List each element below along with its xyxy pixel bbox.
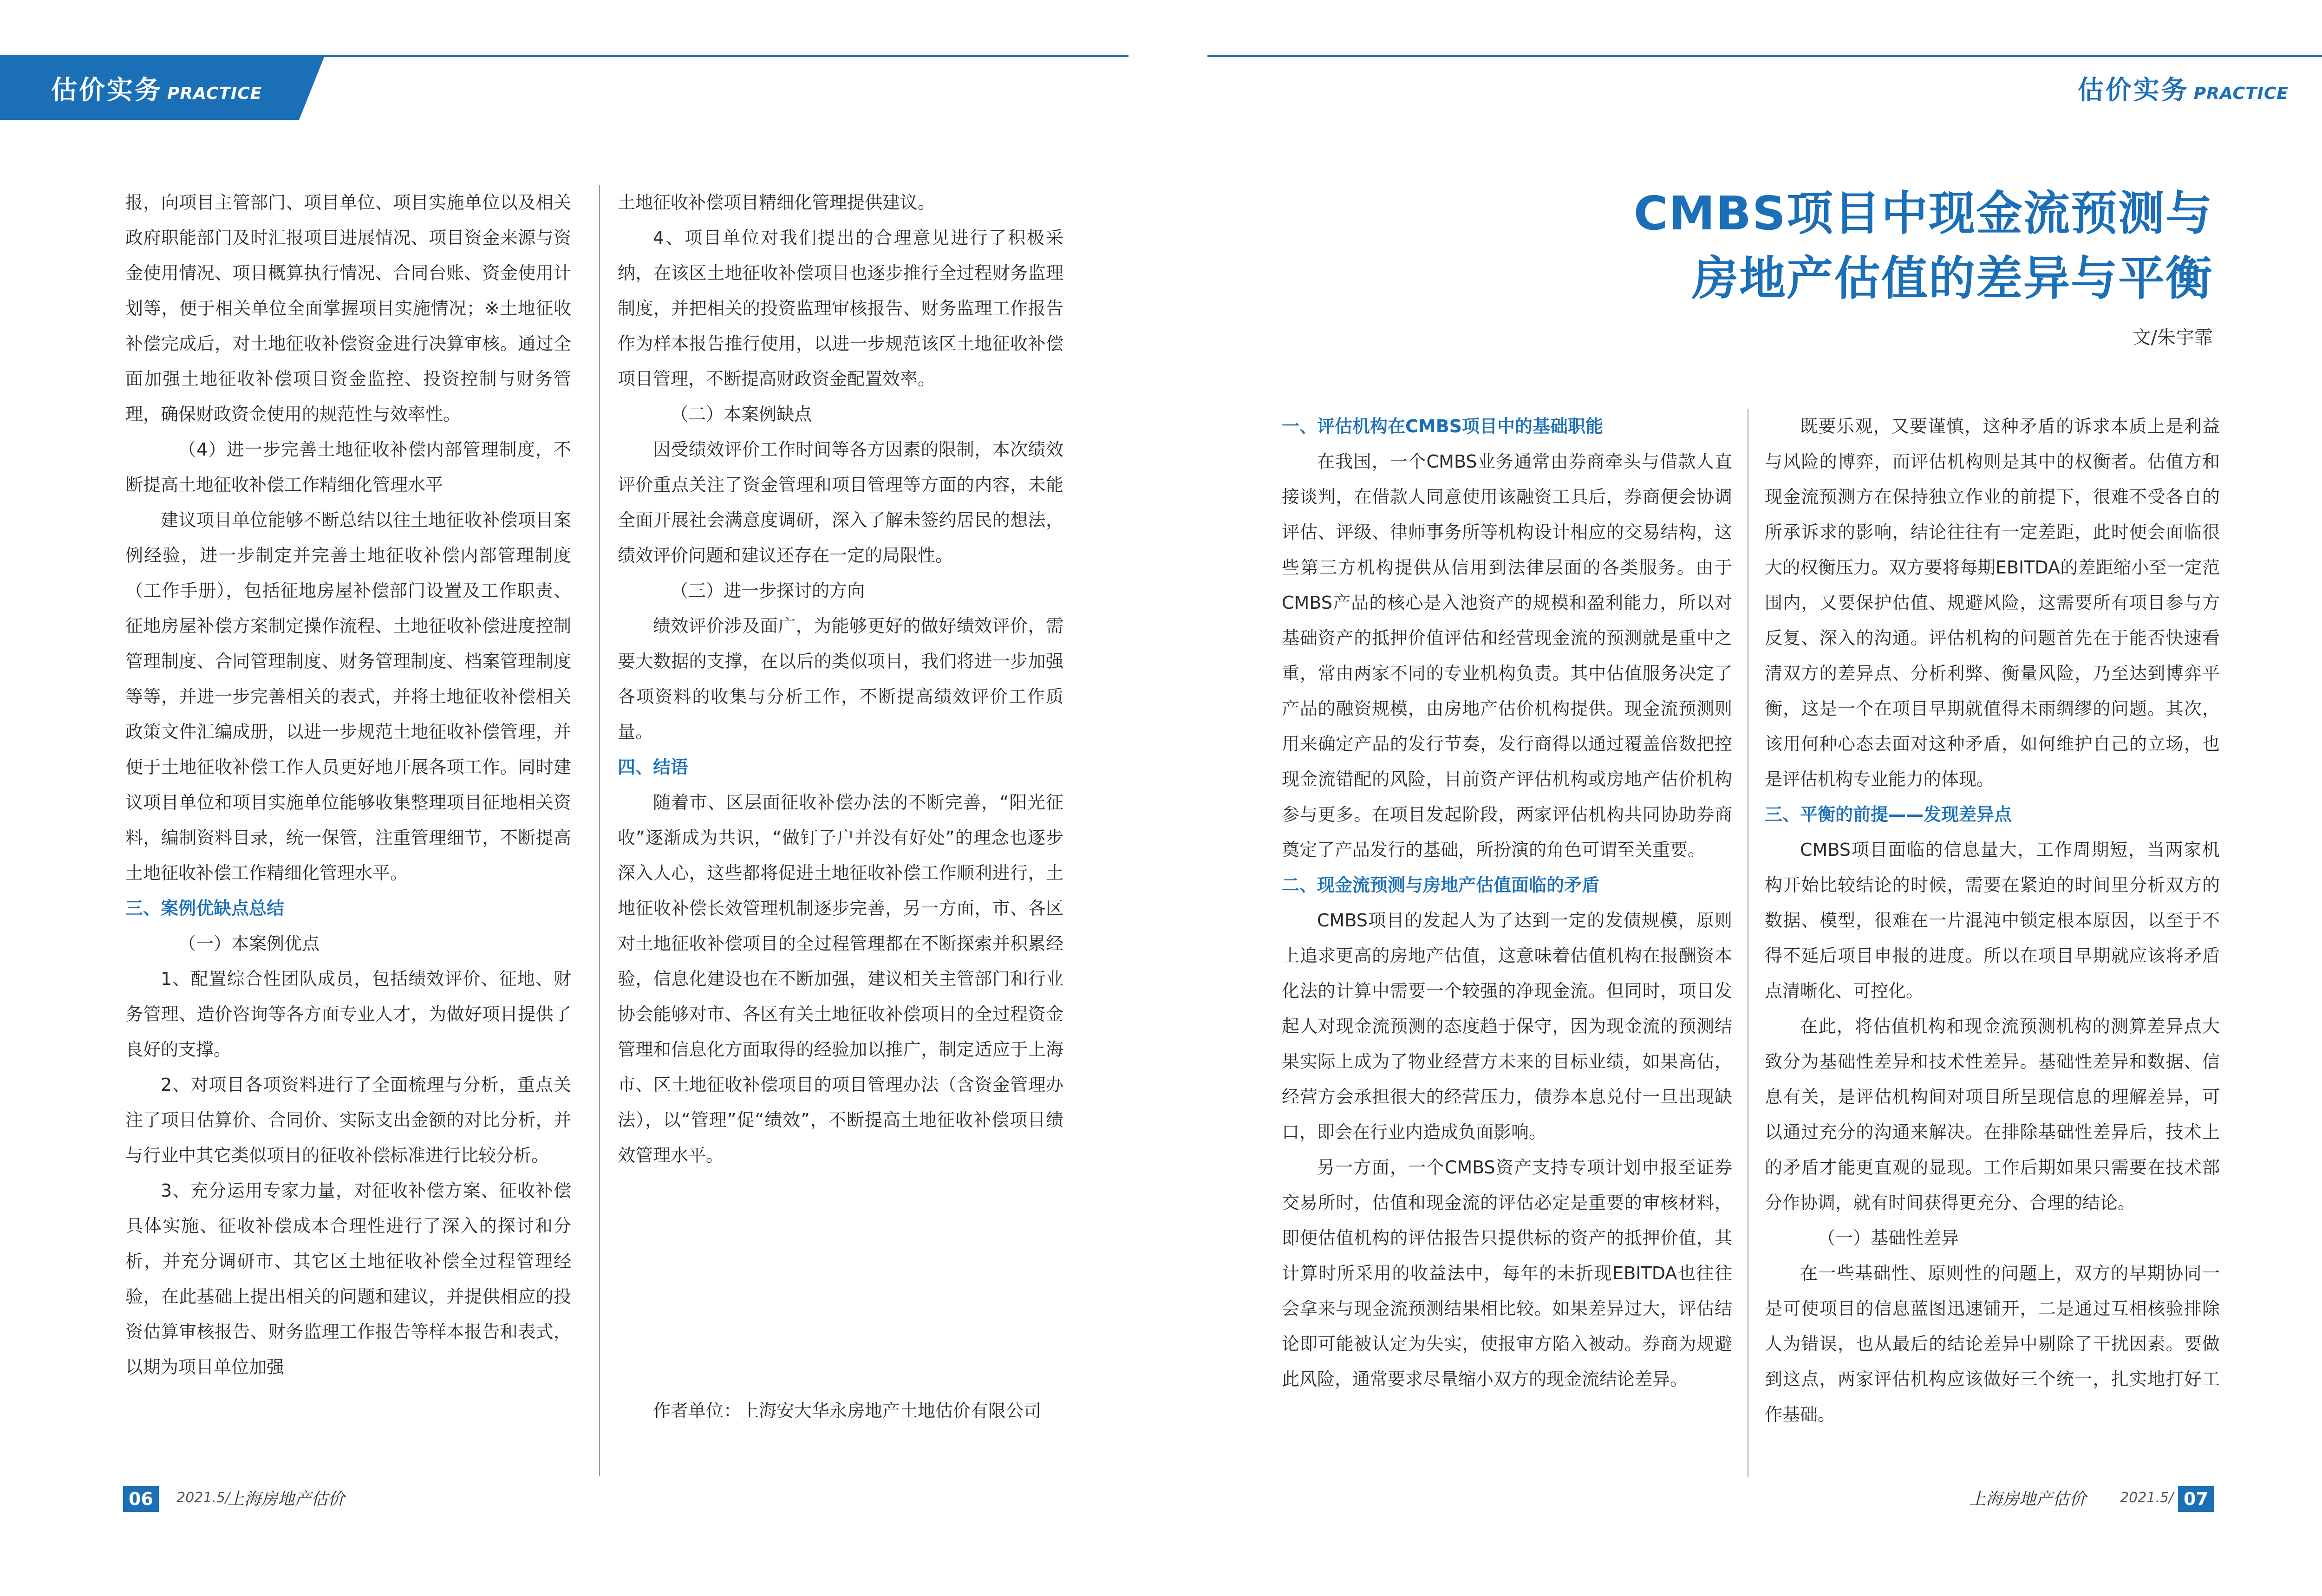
author-unit: 作者单位：上海安大华永房地产土地估价有限公司 xyxy=(653,1401,1042,1421)
body-paragraph: 3、充分运用专家力量，对征收补偿方案、征收补偿具体实施、征收补偿成本合理性进行了深入的探讨和分析，并充分调研市、其它区土地征收补偿全过程管理经验，在此基础上提出相关的问题和建议，并提供相应的投资估算审核报告、财务监理工作报告等样本报告和表式，以期为项目单位加强 xyxy=(125,1180,571,1377)
body-paragraph: CMBS项目的发起人为了达到一定的发债规模，原则上追求更高的房地产估值，这意味着估值机构在报酬资本化法的计算中需要一个较强的净现金流。但同时，项目发起人对现金流预测的态度趋于保守，因为现金流的预测结果实际上成为了物业经营方未来的目标业绩，如果高估，经营方会承担很大的经营压力，债券本息兑付一旦出现缺口，即会在行业内造成负面影响。 xyxy=(1282,910,1732,1142)
magazine-brand-left: 上海房地产估价 xyxy=(228,1490,345,1509)
section-label-left xyxy=(51,70,262,107)
body-paragraph: 因受绩效评价工作时间等各方因素的限制，本次绩效评价重点关注了资金管理和项目管理等方面的内容，未能全面开展社会满意度调研，深入了解未签约居民的想法，绩效评价问题和建议还存在一定的局限性。 xyxy=(618,439,1063,566)
subheading: （三）进一步探讨的方向 xyxy=(671,580,865,601)
body-paragraph: 土地征收补偿项目精细化管理提供建议。 xyxy=(618,192,936,213)
section-heading: 四、结语 xyxy=(618,757,689,777)
article-title xyxy=(1634,181,2213,311)
top-rule-right xyxy=(1207,55,2322,57)
subheading: （二）本案例缺点 xyxy=(671,404,812,424)
section-label-en: PRACTICE xyxy=(167,84,262,103)
body-paragraph: 2、对项目各项资料进行了全面梳理与分析，重点关注了项目估算价、合同价、实际支出金额的对比分析，并与行业中其它类似项目的征收补偿标准进行比较分析。 xyxy=(125,1075,571,1166)
body-paragraph: 另一方面，一个CMBS资产支持专项计划申报至证券交易所时，估值和现金流的评估必定是重要的审核材料，即便估值机构的评估报告只提供标的资产的抵押价值，其计算时所采用的收益法中，每年的未折现EBITDA也往往会拿来与现金流预测结果相比较。如果差异过大，评估结论即可能被认定为失实，使报审方陷入被动。券商为规避此风险，通常要求尽量缩小双方的现金流结论差异。 xyxy=(1282,1157,1732,1389)
issue-date-right: 2021.5/ xyxy=(2120,1490,2174,1506)
page-number-left: 06 xyxy=(123,1486,159,1512)
section-label-cn: 估价实务 xyxy=(2077,75,2189,105)
body-paragraph: 报，向项目主管部门、项目单位、项目实施单位以及相关政府职能部门及时汇报项目进展情况、项目资金来源与资金使用情况、项目概算执行情况、合同台账、资金使用计划等，便于相关单位全面掌握项目实施情况；※土地征收补偿完成后，对土地征收补偿资金进行决算审核。通过全面加强土地征收补偿项目资金监控、投资控制与财务管理，确保财政资金使用的规范性与效率性。 xyxy=(125,192,571,424)
section-label-en: PRACTICE xyxy=(2193,84,2289,103)
right-page-column-1 xyxy=(1282,409,1732,1477)
section-label-right xyxy=(2078,70,2289,107)
issue-date-left: 2021.5/ xyxy=(176,1490,230,1506)
body-paragraph: 1、配置综合性团队成员，包括绩效评价、征地、财务管理、造价咨询等各方面专业人才，为做好项目提供了良好的支撑。 xyxy=(125,969,571,1060)
body-paragraph: 在我国，一个CMBS业务通常由券商牵头与借款人直接谈判，在借款人同意使用该融资工具后，券商便会协调评估、评级、律师事务所等机构设计相应的交易结构，这些第三方机构提供从信用到法律层面的各类服务。由于CMBS产品的核心是入池资产的规模和盈利能力，所以对基础资产的抵押价值评估和经营现金流的预测就是重中之重，常由两家不同的专业机构负责。其中估值服务决定了产品的融资规模，由房地产估价机构提供。现金流预测则用来确定产品的发行节奏，发行商得以通过覆盖倍数把控现金流错配的风险，目前资产评估机构或房地产估价机构参与更多。在项目发起阶段，两家评估机构共同协助券商奠定了产品发行的基础，所扮演的角色可谓至关重要。 xyxy=(1282,451,1732,860)
article-title-line-1: CMBS项目中现金流预测与 xyxy=(1633,186,2213,241)
body-paragraph: 在一些基础性、原则性的问题上，双方的早期协同一是可使项目的信息蓝图迅速铺开，二是通过互相核验排除人为错误，也从最后的结论差异中剔除了干扰因素。要做到这点，两家评估机构应该做好三个统一，扎实地打好工作基础。 xyxy=(1765,1263,2220,1425)
body-paragraph: 4、项目单位对我们提出的合理意见进行了积极采纳，在该区土地征收补偿项目也逐步推行全过程财务监理制度，并把相关的投资监理审核报告、财务监理工作报告作为样本报告推行使用，以进一步规范该区土地征收补偿项目管理，不断提高财政资金配置效率。 xyxy=(618,228,1063,389)
section-heading: 二、现金流预测与房地产估值面临的矛盾 xyxy=(1282,875,1600,895)
magazine-brand-right: 上海房地产估价 xyxy=(1969,1490,2087,1509)
left-page-column-2 xyxy=(618,185,1063,1476)
body-paragraph: 随着市、区层面征收补偿办法的不断完善，“阳光征收”逐渐成为共识，“做钉子户并没有好处”的理念也逐步深入人心，这些都将促进土地征收补偿工作顺利进行，土地征收补偿长效管理机制逐步完善，另一方面，市、各区对土地征收补偿项目的全过程管理都在不断探索并积累经验，信息化建设也在不断加强，建议相关主管部门和行业协会能够对市、各区有关土地征收补偿项目的全过程资金管理和信息化方面取得的经验加以推广，制定适应于上海市、区土地征收补偿项目的项目管理办法（含资金管理办法），以“管理”促“绩效”，不断提高土地征收补偿项目绩效管理水平。 xyxy=(618,792,1063,1166)
section-heading: 三、平衡的前提——发现差异点 xyxy=(1765,804,2012,825)
subheading: （一）基础性差异 xyxy=(1818,1228,1959,1248)
section-heading: 一、评估机构在CMBS项目中的基础职能 xyxy=(1282,416,1604,436)
body-paragraph: 既要乐观，又要谨慎，这种矛盾的诉求本质上是利益与风险的博弈，而评估机构则是其中的权衡者。估值方和现金流预测方在保持独立作业的前提下，很难不受各自的所承诉求的影响，结论往往有一定差距，此时便会面临很大的权衡压力。双方要将每期EBITDA的差距缩小至一定范围内，又要保护估值、规避风险，这需要所有项目参与方反复、深入的沟通。评估机构的问题首先在于能否快速看清双方的差异点、分析利弊、衡量风险，乃至达到博弈平衡，这是一个在项目早期就值得未雨绸缪的问题。其次，该用何种心态去面对这种矛盾，如何维护自己的立场，也是评估机构专业能力的体现。 xyxy=(1765,416,2220,789)
body-paragraph: CMBS项目面临的信息量大，工作周期短，当两家机构开始比较结论的时候，需要在紧迫的时间里分析双方的数据、模型，很难在一片混沌中锁定根本原因，以至于不得不延后项目申报的进度。所以在项目早期就应该将矛盾点清晰化、可控化。 xyxy=(1765,840,2220,1001)
left-page-column-1 xyxy=(125,185,571,1476)
subheading: （一）本案例优点 xyxy=(178,933,320,954)
page-number-right: 07 xyxy=(2178,1486,2214,1512)
article-byline: 文/朱宇霏 xyxy=(2132,327,2213,348)
body-paragraph: 绩效评价涉及面广，为能够更好的做好绩效评价，需要大数据的支撑，在以后的类似项目，我们将进一步加强各项资料的收集与分析工作，不断提高绩效评价工作质量。 xyxy=(618,616,1063,742)
body-paragraph: 在此，将估值机构和现金流预测机构的测算差异点大致分为基础性差异和技术性差异。基础性差异和数据、信息有关，是评估机构间对项目所呈现信息的理解差异，可以通过充分的沟通来解决。在排除基础性差异后，技术上的矛盾才能更直观的显现。工作后期如果只需要在技术部分作协调，就有时间获得更充分、合理的结论。 xyxy=(1765,1016,2220,1213)
right-page-column-2 xyxy=(1765,409,2220,1477)
section-heading: 三、案例优缺点总结 xyxy=(125,898,285,919)
subheading: （4）进一步完善土地征收补偿内部管理制度，不断提高土地征收补偿工作精细化管理水平 xyxy=(125,439,571,495)
section-label-cn: 估价实务 xyxy=(51,75,163,105)
article-title-line-2: 房地产估值的差异与平衡 xyxy=(1692,251,2213,306)
column-divider xyxy=(599,185,600,1476)
body-paragraph: 建议项目单位能够不断总结以往土地征收补偿项目案例经验，进一步制定并完善土地征收补偿内部管理制度（工作手册），包括征地房屋补偿部门设置及工作职责、征地房屋补偿方案制定操作流程、土地征收补偿进度控制管理制度、合同管理制度、财务管理制度、档案管理制度等等，并进一步完善相关的表式，并将土地征收补偿相关政策文件汇编成册，以进一步规范土地征收补偿管理，并便于土地征收补偿工作人员更好地开展各项工作。同时建议项目单位和项目实施单位能够收集整理项目征地相关资料，编制资料目录，统一保管，注重管理细节，不断提高土地征收补偿工作精细化管理水平。 xyxy=(125,510,571,883)
